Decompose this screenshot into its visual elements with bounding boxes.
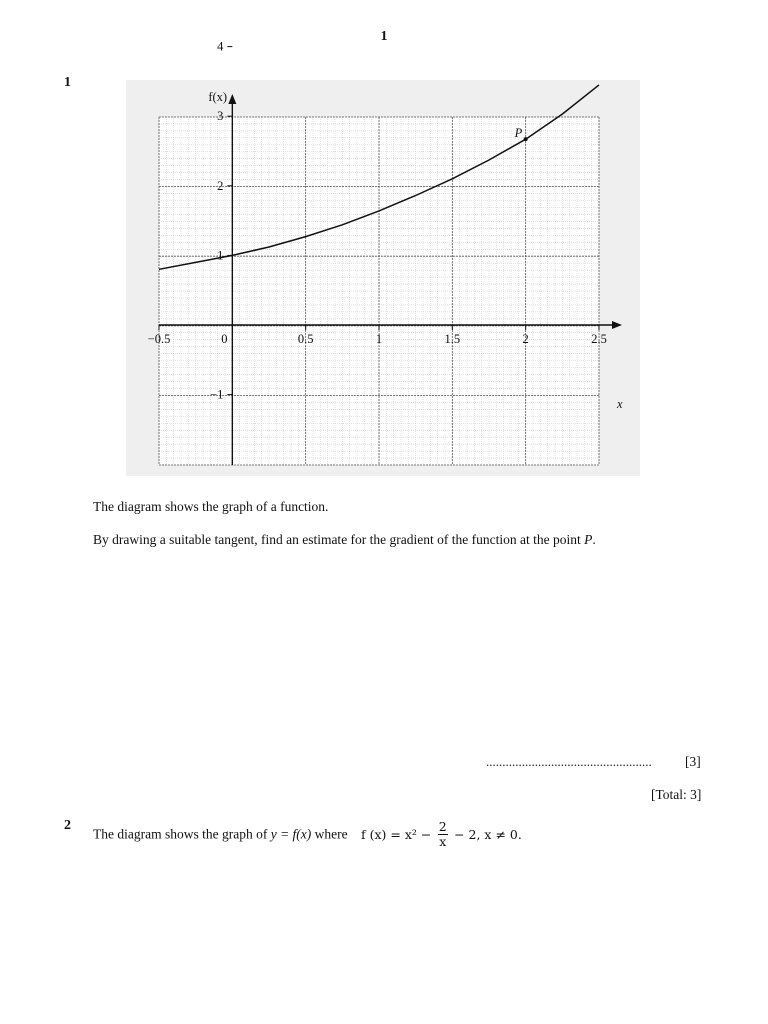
x-tick-label: −0.5 [147,332,171,346]
q2-y-equals: y = f(x) [270,826,312,842]
function-graph [126,39,640,476]
y-tick-label: 2 [217,178,224,193]
q1-description: The diagram shows the graph of a function. [93,499,329,514]
x-tick-label: 2.5 [591,332,607,346]
x-tick-label: 1.5 [444,332,461,346]
y-tick-label: 1 [217,248,224,263]
q1-marks: [3] [685,754,701,769]
q2-fraction-numerator: 2 [438,819,447,834]
y-tick-label: 3 [217,109,224,124]
q2-fraction-denominator: x [439,834,447,849]
q2-function-rhs: − 2, x ≠ 0. [454,827,522,842]
question-2-number: 2 [64,818,71,833]
q2-statement [93,820,522,849]
x-tick-label: 1 [375,332,383,346]
x-axis-label: x [617,397,623,411]
answer-line[interactable]: ................................................... [486,754,652,769]
q1-instruction-text: By drawing a suitable tangent, find an estimate for the gradient of the function at the point [93,532,585,547]
y-tick-label: −1 [210,387,224,402]
page-number: 1 [380,29,388,44]
q2-function-lhs: f (x) = x² − [361,827,432,842]
x-tick-label: 2 [522,332,529,346]
question-1-number: 1 [64,75,71,90]
q2-where: where [311,826,348,842]
q1-instruction-end: . [592,532,596,547]
q2-fraction [438,820,448,849]
point-p-marker [524,137,528,141]
x-tick-label: 0.5 [297,332,314,346]
q1-point-name: P [584,532,593,547]
x-tick-label: 0 [221,332,228,346]
q1-instruction [93,532,596,548]
point-p-label: P [514,126,523,141]
y-axis-label: f(x) [208,90,228,104]
q1-total: [Total: 3] [651,787,702,802]
y-tick-label: 4 [217,39,224,54]
q2-prefix: The diagram shows the graph of [93,826,271,842]
